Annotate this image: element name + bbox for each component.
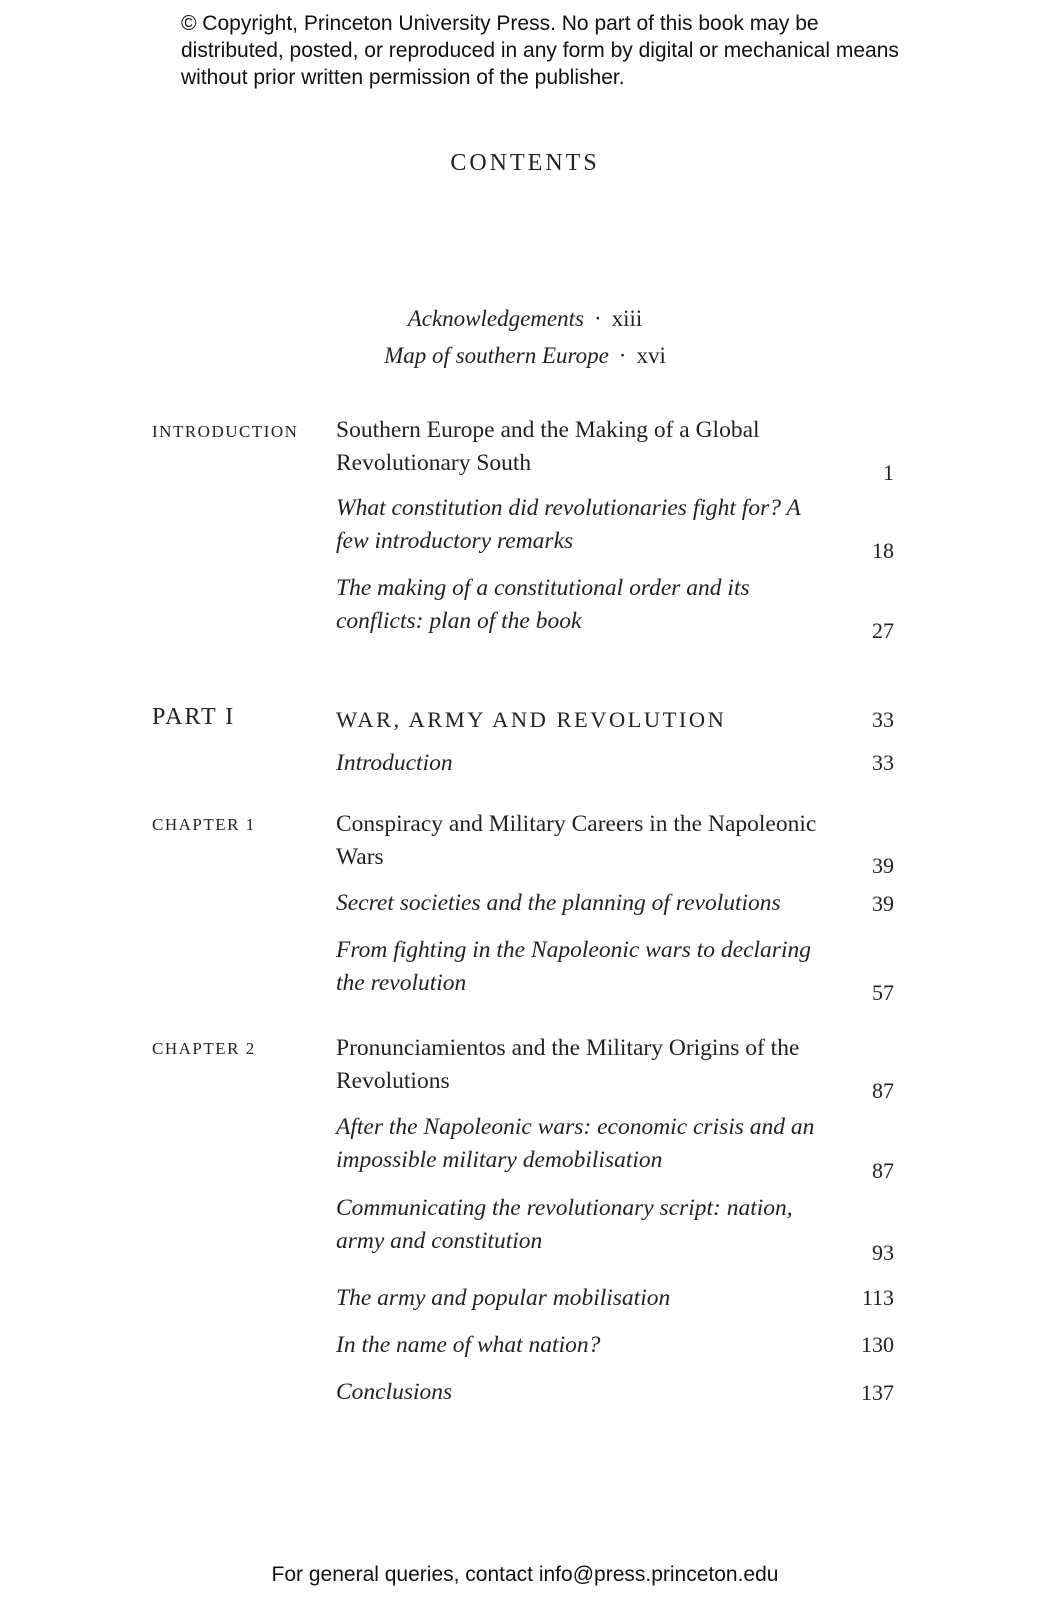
toc-separator: ·	[618, 343, 627, 368]
chapter2-title[interactable]: Pronunciamientos and the Military Origins of the Revolutions	[336, 1035, 800, 1094]
chapter2-section-2[interactable]: Communicating the revolutionary script: nation, army and constitution	[336, 1195, 793, 1254]
chapter2-section-4[interactable]: In the name of what nation?	[336, 1332, 601, 1358]
toc-page-number: xvi	[636, 343, 666, 368]
chapter1-label: CHAPTER 1	[152, 815, 256, 834]
chapter1-section-1[interactable]: Secret societies and the planning of revolutions	[336, 890, 781, 916]
chapter1-page: 39	[872, 853, 894, 878]
toc-front-map[interactable]	[0, 343, 1050, 369]
chapter1-section-2[interactable]: From fighting in the Napoleonic wars to declaring the revolution	[336, 937, 811, 996]
toc-page-number: xiii	[611, 306, 643, 331]
toc-entry-title: Map of southern Europe	[384, 343, 609, 368]
chapter1-section-1-page: 39	[872, 891, 894, 916]
introduction-section-1[interactable]: What constitution did revolutionaries fight for? A few introductory remarks	[336, 495, 801, 554]
introduction-page: 1	[883, 460, 894, 485]
footer-contact: For general queries, contact info@press.princeton.edu	[271, 1563, 779, 1586]
chapter2-section-1[interactable]: After the Napoleonic wars: economic crisis and an impossible military demobilisation	[336, 1114, 815, 1173]
copyright-notice: © Copyright, Princeton University Press. No part of this book may be distributed, posted, or reproduced in any form by digital or mechanical means without prior written permission of the publisher.	[181, 12, 899, 89]
introduction-label: INTRODUCTION	[152, 422, 299, 441]
chapter2-section-5-page: 137	[861, 1380, 894, 1405]
chapter2-section-2-page: 93	[872, 1240, 894, 1265]
chapter1-title[interactable]: Conspiracy and Military Careers in the Napoleonic Wars	[336, 811, 817, 870]
chapter2-section-1-page: 87	[872, 1158, 894, 1183]
page-title: CONTENTS	[450, 150, 600, 176]
chapter2-section-3-page: 113	[861, 1285, 894, 1310]
introduction-section-2-page: 27	[872, 618, 894, 643]
chapter2-label: CHAPTER 2	[152, 1039, 256, 1058]
chapter1-section-2-page: 57	[872, 980, 894, 1005]
part1-introduction-page: 33	[872, 750, 894, 775]
part1-title[interactable]: WAR, ARMY AND REVOLUTION	[336, 707, 727, 732]
toc-separator: ·	[593, 306, 602, 331]
part1-label: PART I	[152, 704, 236, 730]
introduction-section-2[interactable]: The making of a constitutional order and its conflicts: plan of the book	[336, 575, 750, 634]
part1-page: 33	[872, 707, 894, 732]
part1-introduction[interactable]: Introduction	[336, 750, 453, 776]
chapter2-page: 87	[872, 1078, 894, 1103]
chapter2-section-3[interactable]: The army and popular mobilisation	[336, 1285, 671, 1311]
introduction-title[interactable]: Southern Europe and the Making of a Global Revolutionary South	[336, 417, 760, 476]
introduction-section-1-page: 18	[872, 538, 894, 563]
chapter2-section-4-page: 130	[861, 1332, 894, 1357]
toc-entry-title: Acknowledgements	[407, 306, 584, 331]
toc-front-acknowledgements[interactable]	[0, 306, 1050, 332]
chapter2-section-5[interactable]: Conclusions	[336, 1379, 453, 1405]
